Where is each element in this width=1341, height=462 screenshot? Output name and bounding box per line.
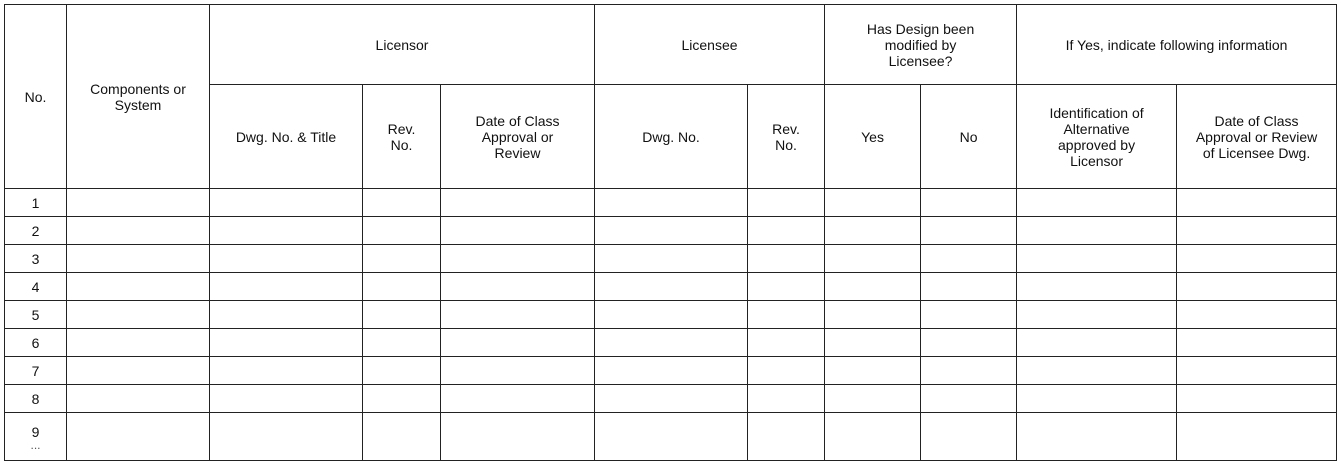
date-review-cell[interactable] <box>1177 245 1337 273</box>
licensor-date-cell[interactable] <box>441 413 595 461</box>
header-date-review: Date of Class Approval or Review of Licensee Dwg. <box>1177 85 1337 189</box>
licensor-rev-cell[interactable] <box>363 329 441 357</box>
licensee-rev-cell[interactable] <box>748 245 825 273</box>
header-row-1 <box>5 5 1337 85</box>
licensor-dwg-cell[interactable] <box>210 217 363 245</box>
header-licensor: Licensor <box>210 5 595 85</box>
header-licensee-rev: Rev. No. <box>748 85 825 189</box>
table-row <box>5 245 1337 273</box>
components-cell[interactable] <box>67 329 210 357</box>
components-cell[interactable] <box>67 245 210 273</box>
licensor-rev-cell[interactable] <box>363 273 441 301</box>
yes-cell[interactable] <box>825 217 921 245</box>
row-number: 6 <box>5 329 67 357</box>
header-licensor-dwg: Dwg. No. & Title <box>210 85 363 189</box>
licensee-rev-cell[interactable] <box>748 273 825 301</box>
no-cell[interactable] <box>921 273 1017 301</box>
licensor-dwg-cell[interactable] <box>210 273 363 301</box>
no-cell[interactable] <box>921 329 1017 357</box>
identification-cell[interactable] <box>1017 217 1177 245</box>
header-modified: Has Design been modified by Licensee? <box>825 5 1017 85</box>
components-cell[interactable] <box>67 217 210 245</box>
no-cell[interactable] <box>921 245 1017 273</box>
table-row <box>5 357 1337 385</box>
licensee-dwg-cell[interactable] <box>595 245 748 273</box>
yes-cell[interactable] <box>825 357 921 385</box>
licensor-dwg-cell[interactable] <box>210 413 363 461</box>
licensee-rev-cell[interactable] <box>748 413 825 461</box>
components-cell[interactable] <box>67 189 210 217</box>
licensee-dwg-cell[interactable] <box>595 357 748 385</box>
row-number: 1 <box>5 189 67 217</box>
row-number: 7 <box>5 357 67 385</box>
header-components: Components or System <box>67 5 210 189</box>
identification-cell[interactable] <box>1017 273 1177 301</box>
licensor-date-cell[interactable] <box>441 329 595 357</box>
licensor-rev-cell[interactable] <box>363 385 441 413</box>
licensor-rev-cell[interactable] <box>363 301 441 329</box>
licensor-date-cell[interactable] <box>441 385 595 413</box>
table-row <box>5 189 1337 217</box>
date-review-cell[interactable] <box>1177 217 1337 245</box>
licensee-dwg-cell[interactable] <box>595 273 748 301</box>
licensor-rev-cell[interactable] <box>363 413 441 461</box>
header-if-yes: If Yes, indicate following information <box>1017 5 1337 85</box>
date-review-cell[interactable] <box>1177 357 1337 385</box>
components-cell[interactable] <box>67 357 210 385</box>
licensor-dwg-cell[interactable] <box>210 357 363 385</box>
licensor-rev-cell[interactable] <box>363 189 441 217</box>
date-review-cell[interactable] <box>1177 273 1337 301</box>
licensee-rev-cell[interactable] <box>748 357 825 385</box>
components-cell[interactable] <box>67 301 210 329</box>
row-number: 8 <box>5 385 67 413</box>
licensor-date-cell[interactable] <box>441 217 595 245</box>
licensor-date-cell[interactable] <box>441 189 595 217</box>
header-licensee-dwg: Dwg. No. <box>595 85 748 189</box>
licensor-dwg-cell[interactable] <box>210 245 363 273</box>
licensee-dwg-cell[interactable] <box>595 413 748 461</box>
licensor-date-cell[interactable] <box>441 357 595 385</box>
yes-cell[interactable] <box>825 189 921 217</box>
row-number: 3 <box>5 245 67 273</box>
header-yes: Yes <box>825 85 921 189</box>
identification-cell[interactable] <box>1017 357 1177 385</box>
header-licensor-date: Date of Class Approval or Review <box>441 85 595 189</box>
date-review-cell[interactable] <box>1177 301 1337 329</box>
date-review-cell[interactable] <box>1177 385 1337 413</box>
licensee-rev-cell[interactable] <box>748 329 825 357</box>
header-no: No. <box>5 5 67 189</box>
no-cell[interactable] <box>921 413 1017 461</box>
licensor-date-cell[interactable] <box>441 273 595 301</box>
no-cell[interactable] <box>921 189 1017 217</box>
row-number-label: 9 <box>31 423 40 440</box>
table-row <box>5 413 1337 461</box>
licensee-rev-cell[interactable] <box>748 189 825 217</box>
licensor-dwg-cell[interactable] <box>210 189 363 217</box>
licensee-dwg-cell[interactable] <box>595 301 748 329</box>
yes-cell[interactable] <box>825 329 921 357</box>
yes-cell[interactable] <box>825 301 921 329</box>
identification-cell[interactable] <box>1017 329 1177 357</box>
no-cell[interactable] <box>921 385 1017 413</box>
row-number: 4 <box>5 273 67 301</box>
no-cell[interactable] <box>921 357 1017 385</box>
header-licensee: Licensee <box>595 5 825 85</box>
licensee-dwg-cell[interactable] <box>595 329 748 357</box>
row-number: 2 <box>5 217 67 245</box>
row-number: 5 <box>5 301 67 329</box>
licensor-date-cell[interactable] <box>441 301 595 329</box>
components-cell[interactable] <box>67 273 210 301</box>
licensee-rev-cell[interactable] <box>748 301 825 329</box>
date-review-cell[interactable] <box>1177 189 1337 217</box>
no-cell[interactable] <box>921 301 1017 329</box>
identification-cell[interactable] <box>1017 385 1177 413</box>
licensor-rev-cell[interactable] <box>363 357 441 385</box>
licensor-dwg-cell[interactable] <box>210 329 363 357</box>
licensee-dwg-cell[interactable] <box>595 385 748 413</box>
components-cell[interactable] <box>67 385 210 413</box>
licensee-dwg-cell[interactable] <box>595 217 748 245</box>
licensee-dwg-cell[interactable] <box>595 189 748 217</box>
table-row <box>5 217 1337 245</box>
table-row <box>5 273 1337 301</box>
continuation-mark: ... <box>30 437 41 452</box>
date-review-cell[interactable] <box>1177 329 1337 357</box>
licensor-dwg-cell[interactable] <box>210 301 363 329</box>
yes-cell[interactable] <box>825 385 921 413</box>
identification-cell[interactable] <box>1017 413 1177 461</box>
table-row <box>5 329 1337 357</box>
licensor-rev-cell[interactable] <box>363 245 441 273</box>
table-row <box>5 385 1337 413</box>
no-cell[interactable] <box>921 217 1017 245</box>
licensor-date-cell[interactable] <box>441 245 595 273</box>
yes-cell[interactable] <box>825 413 921 461</box>
header-licensor-rev: Rev. No. <box>363 85 441 189</box>
yes-cell[interactable] <box>825 245 921 273</box>
identification-cell[interactable] <box>1017 189 1177 217</box>
row-number <box>5 413 67 461</box>
identification-cell[interactable] <box>1017 301 1177 329</box>
licensee-rev-cell[interactable] <box>748 217 825 245</box>
licensee-rev-cell[interactable] <box>748 385 825 413</box>
identification-cell[interactable] <box>1017 245 1177 273</box>
header-no-option: No <box>921 85 1017 189</box>
licensor-rev-cell[interactable] <box>363 217 441 245</box>
header-identification: Identification of Alternative approved by Licensor <box>1017 85 1177 189</box>
yes-cell[interactable] <box>825 273 921 301</box>
design-modification-table <box>4 4 1337 461</box>
date-review-cell[interactable] <box>1177 413 1337 461</box>
table-row <box>5 301 1337 329</box>
licensor-dwg-cell[interactable] <box>210 385 363 413</box>
components-cell[interactable] <box>67 413 210 461</box>
